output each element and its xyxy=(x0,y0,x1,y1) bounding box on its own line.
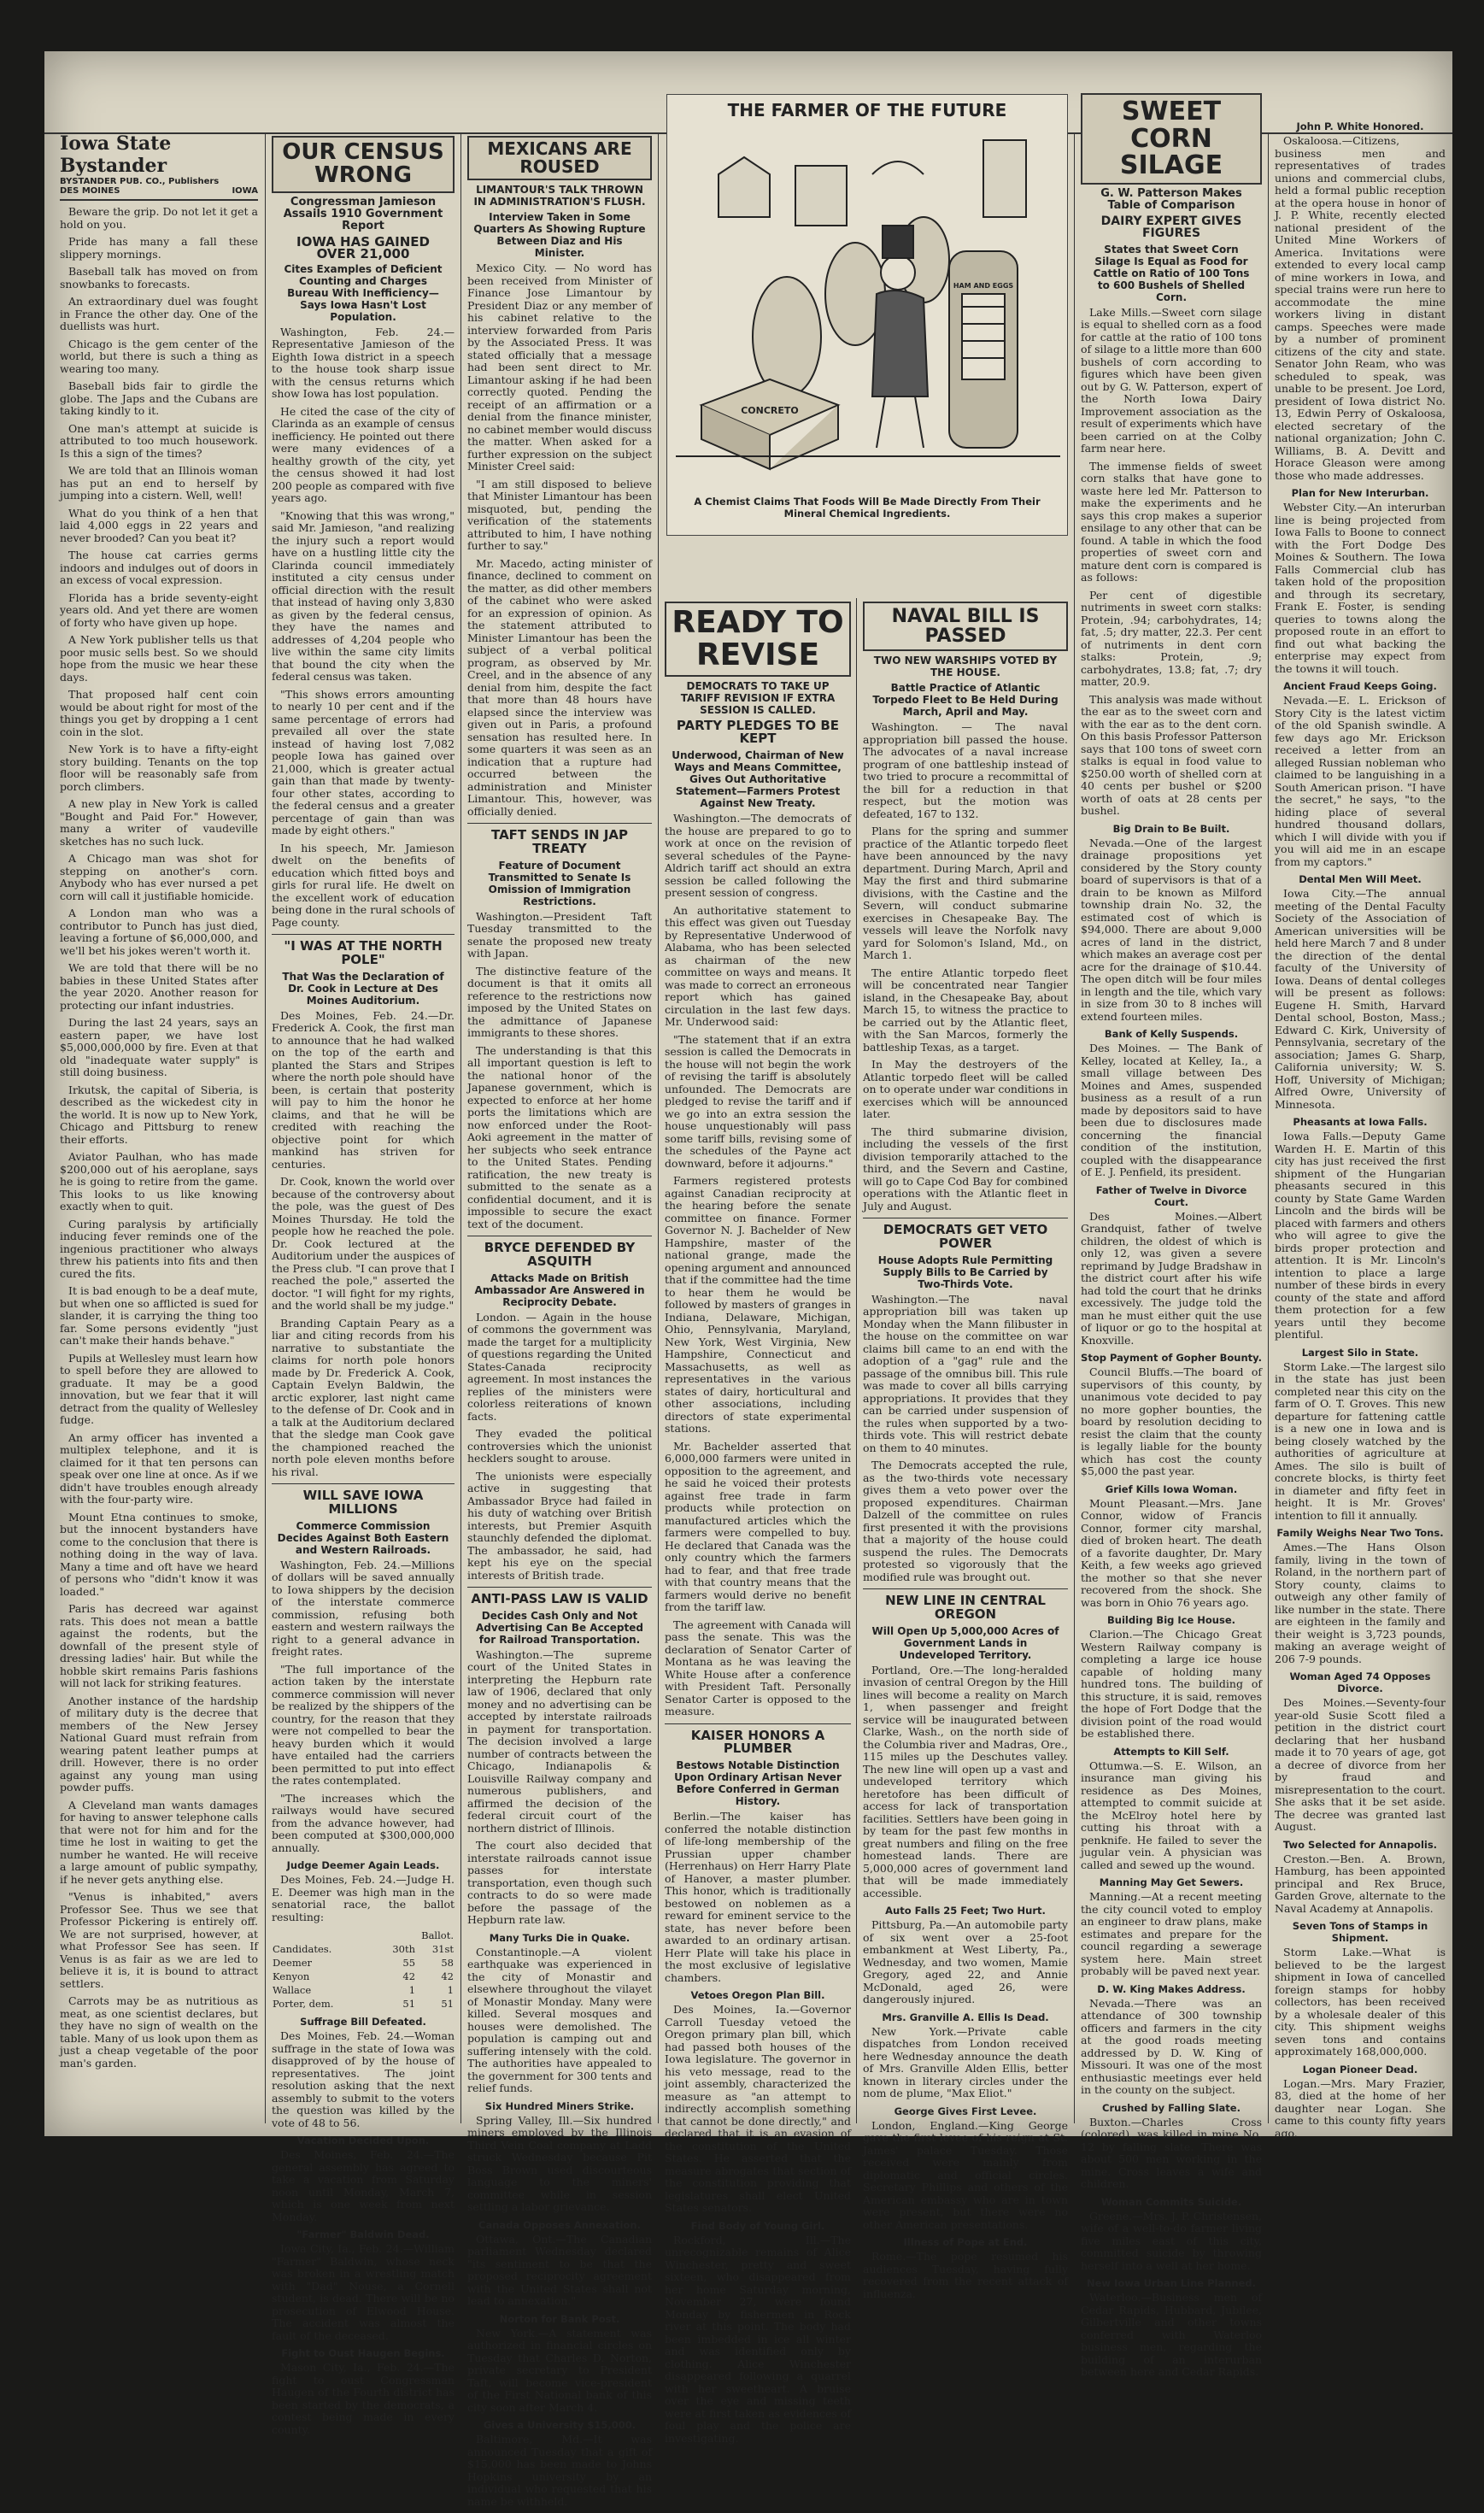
brief-body: Ottumwa.—S. E. Wilson, an insurance man giving his residence as Des Moines, attempted to commit suicide at the McElroy hotel here by cutting his throat with a penknife. He failed to sever the jugular vein. A physician was called and sewed up the wound. xyxy=(1081,1759,1262,1871)
brief-title: Dental Men Will Meet. xyxy=(1299,873,1422,885)
cartoon-illustration xyxy=(667,123,1065,490)
table-cell: Porter, dem. xyxy=(273,1998,334,2011)
col3-briefs xyxy=(467,1932,652,2509)
antipass-deck: Decides Cash Only and Not Advertising Can Be Accepted for Railroad Transportation. xyxy=(476,1609,643,1646)
millions-article xyxy=(272,1559,455,1855)
paragraph: The entire Atlantic torpedo fleet will be concentrated near Tangier island, in the Chesapeake Bay, about March 15, to witness the practice to be carried out by the Atlantic fleet, with the San Marcos, formerly the battleship Texas, as a target. xyxy=(863,966,1068,1054)
place-line xyxy=(60,186,258,196)
paper-name: Iowa State Bystander xyxy=(60,132,172,177)
paragraph: Washington, Feb. 24.—Representative Jamieson of the Eighth Iowa district in a speech to the house took sharp issue with the census returns which show Iowa has lost population. xyxy=(272,325,455,401)
brief-body: Spring Valley, Ill.—Six hundred miners employed by the Illinois Third Vein Coal company at Ladd struck Wednesday because Pit Boss Brown used discourteous language to the miners' committee while in session settling a labor grievance. xyxy=(467,2113,652,2214)
brief-body: Oskaloosa.—Citizens, business men and representatives of trades unions and commercial clubs, held a formal public reception at the opera house in honor of J. P. White, recently elected national president of the United Mine Workers of America. Invitations were extended to every local camp of mine workers in Iowa, and special trains were run here to accommodate the mine workers living in distant camps. Speeches were made by a number of prominent citizens of the city and state. Senator John Ream, who was scheduled to speak, was unable to be present. Joe Lord, president of Iowa district No. 13, Edwin Perry of Oskaloosa, elected secretary of the national organization; John C. Williams, B. A. Devitt and Horace Gleason were among those who made addresses. xyxy=(1275,134,1446,482)
table-cell: 42 xyxy=(402,1970,416,1983)
brief-title: Building Big Ice House. xyxy=(1107,1614,1235,1627)
paragraph: The unionists were especially active in suggesting that Ambassador Bryce had failed in his duty of watching over British interests, but Premier Asquith staunchly defended the diplomat. The ambassador, he said, had kept his eye on the special interests of British trade. xyxy=(467,1469,652,1582)
paragraph: New York is to have a fifty-eight story building. Tenants on the top floor will be reasonably safe from porch climbers. xyxy=(60,743,258,793)
kaiser-headline: KAISER HONORS A PLUMBER xyxy=(690,1727,825,1757)
column-rule xyxy=(460,132,461,2123)
brief-body: Baltimore, Md.—It was announced Tuesday that a gift of $15,000 has been made to Johns Hopkins university by an individual who requested that his name be withheld. xyxy=(467,2433,652,2508)
silage-headline: SWEET CORN SILAGE xyxy=(1081,93,1262,185)
brief-body: Clarion.—The Chicago Great Western Railway company is completing a large ice house capable of holding many hundred tons. The building of this structure, it is said, removes the hope of Fort Dodge that the division point of the road would be established there. xyxy=(1081,1628,1262,1741)
publisher-line xyxy=(60,177,258,186)
brief-body: Des Moines. — The Bank of Kelley, located at Kelley, Ia., a small village between Des Moines and Ames, suspended business as a result of a run made by depositors said to have been due to disclosures made concerning the financial condition of the institution, coupled with the disappearance of E. J. Penfield, its president. xyxy=(1081,1042,1262,1179)
table-row xyxy=(272,1956,455,1970)
brief-body: Storm Lake.—The largest silo in the state has just been completed near this city on the farm of O. T. Groves. This new departure for fattening cattle is a new one in Iowa and is being closely watched by the authorities of agriculture at Ames. The silo is built of concrete blocks, is thirty feet in diameter and fifty feet in height. It is Mr. Groves' intention to fill it annually. xyxy=(1275,1359,1446,1522)
levee-body: London, England.—King George gave the first levee of his reign at St. James' palace Tuesday. Those received were mainly from diplomatic and official circles. Secretary Phillips and others of the American embassy who are in town were present, but there were no other American presentations. xyxy=(863,2118,1068,2231)
judge-body: Des Moines, Feb. 24.—Judge H. E. Deemer was high man in the senatorial race, the ballot resulting: xyxy=(272,1873,455,1923)
table-cell: 51 xyxy=(441,1998,454,2011)
paragraph: The Democrats accepted the rule, as the two-thirds vote necessary gives them a veto power over the proposed expenditures. Chairman Dalzell of the committee on rules first presented it with the provisions that a majority of the house could suspend the rules. The Democrats protested so vigorously that the modified rule was brought out. xyxy=(863,1459,1068,1583)
paragraph: "The increases which the railways would have secured from the advance however, had been computed at $300,000,000 annually. xyxy=(272,1791,455,1854)
pole-deck: That Was the Declaration of Dr. Cook in Lecture at Des Moines Auditorium. xyxy=(282,970,444,1007)
brief-title: Big Drain to Be Built. xyxy=(1112,822,1230,835)
paragraph: Mr. Macedo, acting minister of finance, declined to comment on the matter, as did other members of the cabinet who were asked for an expression of opinion. As the statement attributed to Minister Limantour has been the subject of a verbal political program, as observed by Mr. Creel, and in the absence of any denial from him, despite the fact that more than 48 hours have elapsed since the interview was given out in Paris, a profound sensation has resulted here. In some quarters it was seen as an indication that a rupture had occurred between the administration and Minister Limantour. This, however, was officially denied. xyxy=(467,556,652,818)
table-cell: 1 xyxy=(447,1984,454,1997)
census-deck-2: IOWA HAS GAINED OVER 21,000 xyxy=(296,233,430,261)
col6-briefs xyxy=(1081,823,1262,2379)
auto-body: Pittsburg, Pa.—An automobile party of six went over a 25-foot embankment at West Liberty, Pa., Wednesday, and two women, Mamie Gregory, aged 22, and Annie McDonald, aged 26, were dangerously injured. xyxy=(863,1918,1068,2006)
paragraph: It is bad enough to be a deaf mute, but when one so afflicted is sued for slander, it is carrying the thing too far. Some persons evidently "just can't make their hands behave." xyxy=(60,1284,258,1347)
paragraph: "This shows errors amounting to nearly 10 per cent and if the same percentage of errors had prevailed all over the state instead of having lost 7,082 people Iowa has gained over 21,000, which is greater actual gain than that made by twenty-four other states, according to the federal census and a greater percentage of gain than was made by eight others." xyxy=(272,687,455,837)
brief-body: Creston.—Ben. A. Brown, Hamburg, has been appointed principal and Rex Bruce, Garden Grove, alternate to the Naval Academy at Annapolis. xyxy=(1275,1852,1446,1915)
census-headline: OUR CENSUS WRONG xyxy=(272,136,455,193)
brief-body: Des Moines.—Albert Grandquist, father of twelve children, the oldest of which is only 12, was given a severe reprimand by Judge Bradshaw in the district court after his wife had told the court that he drinks excessively. The judge told the man he must either quit the use of liquor or go to the hospital at Knoxville. xyxy=(1081,1209,1262,1347)
oregon-veto-title: Vetoes Oregon Plan Bill. xyxy=(690,1989,825,2002)
column-rule xyxy=(265,132,266,2123)
brief-body: Iowa Falls.—Deputy Game Warden H. E. Martin of this city has just received the first shipment of the Hungarian pheasants secured in this county by State Game Warden Lincoln and the birds will be placed with farmers and others who will agree to give the birds proper protection and attention. It is Mr. Lincoln's intention to place a large number of these birds in every county of the state and afford them protection for a few years until they become plentiful. xyxy=(1275,1130,1446,1341)
paragraph: Washington, Feb. 24.—Millions of dollars will be saved annually to Iowa shippers by the decision of the interstate commerce commission, refusing both eastern and western railways the right to a general advance in freight rates. xyxy=(272,1558,455,1659)
brief-title: Woman Commits Suicide. xyxy=(1100,2195,1242,2208)
brief-title: "Farmer" Baldwin Dead. xyxy=(296,2228,430,2241)
paragraph: Dr. Cook, known the world over because of the controversy about the pole, was the guest of Des Moines Thursday. He told the people how he reached the pole. Dr. Cook lectured at the Auditorium under the auspices of the Press club. "I can prove that I reached the pole," asserted the doctor. "I will fight for my rights, and the world shall be my judge." xyxy=(272,1175,455,1312)
paragraph: Aviator Paulhan, who has made $200,000 out of his aeroplane, says he is going to retire from the game. This looks to us like knowing exactly when to quit. xyxy=(60,1150,258,1212)
table-cell: Wallace xyxy=(273,1984,312,1997)
girl-body-body: Rockford, Ill.—The unrecognizable remains of Alice Winchester, pretty and sweet sixteen, who disappeared from her home Saturday morning, November 27, were found Monday by fishermen in Rock river at this point. The body had been imbedded in ice all winter and was identified only by clothing. Alice Winchester disappeared following a quarrel with her sweetheart. A bruise over the eye and missing teeth were at first taken as evidences of foul play and the police are investigating. xyxy=(665,2233,851,2445)
paragraph: Beware the grip. Do not let it get a hold on you. xyxy=(60,205,258,231)
ellis-body: New York.—Private cable dispatches from London received here Wednesday announce the death of Mrs. Granville Alden Ellis, better known in literary circles under the nom de plume, "Max Eliot." xyxy=(863,2024,1068,2100)
naval-deck: TWO NEW WARSHIPS VOTED BY THE HOUSE. xyxy=(873,655,1058,679)
revise-headline: READY TO REVISE xyxy=(665,602,851,677)
cartoon-drawing xyxy=(676,140,1060,469)
brief-title: Vacation Decided Upon. xyxy=(296,2134,430,2147)
brief-title: Gives a University $15,000. xyxy=(483,2419,636,2432)
paragraph: Curing paralysis by artificially inducing fever reminds one of the ingenious practitioner who always threw his patients into fits and then cured the fits. xyxy=(60,1217,258,1280)
brief-body: Ottawa, Ont.—The Canadian parliament Wednesday declared "its sentiment to be that the proposed reciprocity agreement with the United States shall not lead to annexation." xyxy=(467,2232,652,2308)
revise-article xyxy=(665,813,851,1718)
paragraph: A New York publisher tells us that poor music sells best. So we should hope from the music we hear these days. xyxy=(60,633,258,684)
brief-title: Suffrage Bill Defeated. xyxy=(300,2016,426,2029)
silage-deck-2: States that Sweet Corn Silage Is Equal as Food for Cattle on Ratio of 100 Tons to 600 Bushels of Shelled Corn. xyxy=(1093,243,1250,303)
oregon-line-deck: Will Open Up 5,000,000 Acres of Government Lands in Undeveloped Territory. xyxy=(871,1624,1059,1661)
paragraph: Per cent of digestible nutriments in sweet corn stalks: Protein, .94; carbohydrates, 14; fat, .5; dry matter, 22.3. Per cent of nutriments in dent corn stalks: Protein, .9; carbohydrates, 13.8; fat, .7; dry matter, 20.9. xyxy=(1081,588,1262,689)
column-4 xyxy=(665,598,851,2450)
brief-title: Bank of Kelly Suspends. xyxy=(1104,1028,1239,1041)
table-header-cell xyxy=(272,1929,376,1942)
brief-title: Six Hundred Miners Strike. xyxy=(484,2099,635,2112)
paragraph: A new play in New York is called "Bought and Paid For." However, many a writer of vaudeville sketches has no such luck. xyxy=(60,797,258,848)
paragraph: "The statement that if an extra session is called the Democrats in the house will not begin the work of revising the tariff is absolutely unfounded. The Democrats are pledged to revise the tariff and if we go into an extra session the house unquestionably will pass some tariff bills, revising some of the schedules of the Payne act downward, before it adjourns." xyxy=(665,1032,851,1170)
paragraph: Plans for the spring and summer practice of the Atlantic torpedo fleet have been announced by the navy department. During March, April and May the first and third submarine divisions, with the Castine and the Severn, will conduct submarine exercises in Chesapeake Bay. The vessels will leave the Norfolk navy yard for Solomon's Island, Md., on March 1. xyxy=(863,825,1068,962)
paragraph: What do you think of a hen that laid 4,000 eggs in 22 years and never brooded? Can you beat it? xyxy=(60,506,258,544)
pope-title: Illness of Pope at End. xyxy=(903,2236,1028,2249)
state: IOWA xyxy=(232,186,258,196)
census-deck: Congressman Jamieson Assails 1910 Government Report xyxy=(283,195,443,232)
column-rule xyxy=(1074,132,1075,2123)
judge-title: Judge Deemer Again Leads. xyxy=(286,1859,440,1872)
brief-body: New York.—A statement was authorized in financial circles on Tuesday that Charles D. Norton, private secretary to President Taft, will become vice-president of the First National bank of this city soon after March 4. xyxy=(467,2326,652,2414)
paragraph: Washington.—The supreme court of the United States in interpreting the Hepburn rate law of 1906, declared that only money and no advertising can be accepted by interstate railroads in payment for transportation. The decision involved a large number of contracts between the Chicago, Indianapolis & Louisville Railway company and numerous publishers, and affirmed the decision of the federal circuit court of the northern district of Illinois. xyxy=(467,1647,652,1835)
table-cell: Kenyon xyxy=(273,1970,310,1983)
paragraph: The court also decided that interstate railroads cannot issue passes for interstate transportation, even though such contracts to do so were made before the passage of the Hepburn rate law. xyxy=(467,1839,652,1927)
cartoon xyxy=(666,94,1068,536)
brief-body: Nevada.—There was an attendance of 300 township officers and farmers in the city at the good roads meeting addressed by D. W. King of Missouri. It was one of the most enthusiastic meetings ever held in the county on the subject. xyxy=(1081,1996,1262,2097)
editorial-paragraphs xyxy=(60,206,258,2070)
paragraph: Des Moines, Feb. 24.—Dr. Frederick A. Cook, the first man to announce that he had walked on the top of the earth and planted the Stars and Stripes where the north pole should have been, is certain that posterity will pay to him the honor he claims, and that he will be credited with reaching the objective point for which mankind has striven for centuries. xyxy=(272,1008,455,1171)
brief-body: Constantinople.—A violent earthquake was experienced in the city of Monastir and elsewhere throughout the vilayet of Monastir Monday. Many were killed. Several mosques and houses were demolished. The population is camping out and suffering intensely with the cold. The authorities have appealed to the government for 300 tents and relief funds. xyxy=(467,1945,652,2095)
paragraph: A London man who was a contributor to Punch has just died, leaving a fortune of $6,000,000, and we'll bet his jokes weren't worth it. xyxy=(60,907,258,957)
auto-title: Auto Falls 25 Feet; Two Hurt. xyxy=(885,1905,1046,1917)
paragraph: Baseball talk has moved on from snowbanks to forecasts. xyxy=(60,265,258,291)
paragraph: Chicago is the gem center of the world, but there is such a thing as wearing too many. xyxy=(60,337,258,375)
brief-title: Family Weighs Near Two Tons. xyxy=(1276,1527,1444,1539)
paragraph: The third submarine division, including the vessels of the first division temporarily attached to the third, and the Severn and Castine, will go to Cape Cod Bay for combined operations with the Atlantic fleet in July and August. xyxy=(863,1124,1068,1212)
paragraph: Lake Mills.—Sweet corn silage is equal to shelled corn as a food for cattle at the ratio of 100 tons of silage to a little more than 600 bushels of corn according to figures which have been given out by G. W. Patterson, expert of the North Iowa Dairy Improvement association as the result of experiments which have been carried on at the Colby farm near here. xyxy=(1081,305,1262,455)
brief-title: John P. White Honored. xyxy=(1296,120,1424,132)
brief-title: Grief Kills Iowa Woman. xyxy=(1105,1483,1238,1495)
paragraph: "The full importance of the action taken by the interstate commerce commission will never be realized by the shippers of the country, for the reason that they were not compelled to bear the heavy burden which it would have entailed had the carriers been permitted to put into effect the rates contemplated. xyxy=(272,1662,455,1788)
brief-title: Manning May Get Sewers. xyxy=(1099,1876,1244,1889)
dem-veto-deck: House Adopts Rule Permitting Supply Bills to Be Carried by Two-Thirds Vote. xyxy=(877,1254,1053,1290)
column-1 xyxy=(60,132,258,2075)
brief-title: Ancient Fraud Keeps Going. xyxy=(1283,680,1437,692)
revise-subhead: PARTY PLEDGES TO BE KEPT xyxy=(676,717,840,747)
antipass-headline: ANTI-PASS LAW IS VALID xyxy=(471,1591,648,1606)
paragraph: One man's attempt at suicide is attributed to too much housework. Is this a sign of the times? xyxy=(60,421,258,460)
paragraph: An army officer has invented a multiplex telephone, and it is claimed for it that ten persons can speak over one line at once. As if we didn't have troubles enough already with the four-party wire. xyxy=(60,1430,258,1506)
paragraph: An extraordinary duel was fought in France the other day. One of the duellists was hurt. xyxy=(60,295,258,332)
paragraph: The agreement with Canada will pass the senate. This was the declaration of Senator Carter of Montana as he was leaving the White House after a conference with President Taft. Personally Senator Carter is opposed to the measure. xyxy=(665,1618,851,1718)
paragraph: In his speech, Mr. Jamieson dwelt on the benefits of education which fitted boys and girls for rural life. He dwelt on the excellent work of education being done in the rural schools of Page county. xyxy=(272,841,455,929)
paragraph: During the last 24 years, says an eastern paper, we have lost $5,000,000,000 by fire. Even at that old "inadequate water supply" is still doing business. xyxy=(60,1016,258,1078)
brief-body: Council Bluffs.—The board of supervisors of this county, by unanimous vote decided to pay no more gopher bounties, the board by resolution deciding to resist the claim that the county is legally liable for the bounty which has cost the county $5,000 the past year. xyxy=(1081,1365,1262,1478)
brief-title: Woman Aged 74 Opposes Divorce. xyxy=(1289,1670,1431,1694)
census-deck-3: Cites Examples of Deficient Counting and Charges Bureau With Inefficiency—Says Iowa Hasn't Lost Population. xyxy=(284,262,443,323)
column-2 xyxy=(272,132,455,2441)
paragraph: Mount Etna continues to smoke, but the innocent bystanders have come to the conclusion that there is nothing doing in the way of lava. Many a time and oft have we heard of persons who "didn't know it was loaded." xyxy=(60,1510,258,1598)
paragraph: He cited the case of the city of Clarinda as an example of census inefficiency. He pointed out there were many evidences of a healthy growth of the city, yet the census showed it had lost 200 people as compared with five years ago. xyxy=(272,404,455,505)
girl-body-title: Find Body of Young Girl. xyxy=(690,2219,825,2232)
paragraph: Paris has decreed war against rats. This does not mean a battle against the rodents, but the downfall of the present style of dressing ladies' hair. But while the hobble skirt remains Paris fashions will not lack for striking features. xyxy=(60,1602,258,1689)
paragraph: Farmers registered protests against Canadian reciprocity at the hearing before the senate committee on finance. Former Governor N. J. Bachelder of New Hampshire, master of the national grange, made the opening argument and announced that if the committee had the time to hear them he would be followed by masters of granges in Indiana, Delaware, Michigan, Ohio, Pennsylvania, Maryland, New York, West Virginia, New Hampshire, Connecticut and Massachusetts, as well as representatives in the various states of dairy, horticultural and other associations, including directors of state experimental stations. xyxy=(665,1174,851,1436)
column-rule xyxy=(1268,132,1269,2123)
col7-briefs xyxy=(1275,120,1446,2140)
brief-body: Iowa City, Ia., Feb. 24.—William "Farmer" Baldwin, whose neck was broken in a wrestling match with "Dad" Nouse, a Cornell student, is dead. There will be no prosecution of Elwood House. The accident was almost the fault of the deceased. xyxy=(272,2242,455,2342)
ellis-title: Mrs. Granville A. Ellis Is Dead. xyxy=(882,2011,1049,2023)
paragraph: An authoritative statement to this effect was given out Tuesday by Representative Underwood of Alabama, who has been selected as chairman of the new committee on ways and means. It was made to correct an erroneous report which has gained circulation in the last few days. Mr. Underwood said: xyxy=(665,903,851,1029)
bryce-deck: Attacks Made on British Ambassador Are Answered in Reciprocity Debate. xyxy=(474,1271,645,1308)
bryce-headline: BRYCE DEFENDED BY ASQUITH xyxy=(484,1240,636,1269)
mexicans-deck-2: Interview Taken in Some Quarters As Showing Rupture Between Diaz and His Minister. xyxy=(473,211,646,259)
brief-body: Manning.—At a recent meeting the city council voted to employ an engineer to draw plans, make estimates and prepare for the council regarding a sewerage system here. Main street probably will be paved next year. xyxy=(1081,1890,1262,1978)
brief-title: Crushed by Falling Slate. xyxy=(1102,2101,1241,2114)
table-row xyxy=(272,1997,455,2011)
table-header-row xyxy=(272,1929,455,1942)
brief-body: Des Moines.—Seventy-four year-old Susie Scott filed a petition in the district court declaring that her husband made it to 70 years of age, got a decree of divorce from her by fraud and misrepresentation to the court. She asks that it be set aside. The decree was granted last August. xyxy=(1275,1696,1446,1833)
col2-briefs xyxy=(272,2016,455,2436)
brief-title: Attempts to Kill Self. xyxy=(1113,1745,1229,1758)
brief-body: Greene.—Mrs. J. P. Christensen, wife of a well-to-do farmer living five miles east of this city, committed suicide by throwing herself into a well at her home. xyxy=(1081,2209,1262,2272)
paragraph: "I am still disposed to believe that Minister Limantour has been misquoted, but, pending the verification of the statements attributed to him, I have nothing further to say." xyxy=(467,477,652,552)
column-3 xyxy=(467,132,652,2513)
antipass-article xyxy=(467,1649,652,1927)
paragraph: We are told that an Illinois woman has put an end to herself by jumping into a cistern. Well, well! xyxy=(60,464,258,502)
brief-title: Pheasants at Iowa Falls. xyxy=(1293,1116,1428,1128)
levee-title: George Gives First Levee. xyxy=(894,2105,1037,2117)
paragraph: Washington.—President Taft Tuesday transmitted to the senate the proposed new treaty with Japan. xyxy=(467,909,652,960)
paragraph: The distinctive feature of the document is that it omits all reference to the restrictions now imposed by the United States on the admittance of Japanese immigrants to these shores. xyxy=(467,964,652,1039)
paragraph: "Knowing that this was wrong," said Mr. Jamieson, "and realizing the injury such a report would have on a hustling little city the Clarinda council immediately instituted a city census under official direction with the result that instead of having only 3,830 as given by the federal census, they have the names and addresses of 4,204 people who live within the same city limits that bound the city when the federal census was taken. xyxy=(272,508,455,684)
kaiser-deck: Bestows Notable Distinction Upon Ordinary Artisan Never Before Conferred in German History. xyxy=(674,1759,842,1808)
brief-body: Webster City.—An interurban line is being projected from Iowa Falls to Boone to connect with the Fort Dodge Des Moines & Southern. The Iowa Falls Commercial club has taken hold of the proposition and through its secretary, Frank E. Foster, is sending queries to towns along the proposed route in an effort to find out what backing the enterprise may expect from the towns it will touch. xyxy=(1275,501,1446,675)
dem-veto-article xyxy=(863,1294,1068,1584)
cartoon-title: THE FARMER OF THE FUTURE xyxy=(727,100,1007,120)
kaiser-body: Berlin.—The kaiser has conferred the notable distinction of life-long membership of the Prussian upper chamber (Herrenhaus) on Herr Harry Plate of Hanover, a master plumber. This honor, which is traditionally bestowed on noblemen as a reward for eminent service to the state, has never before been awarded to an ordinary artisan. Herr Plate will take his place in the most exclusive of legislative chambers. xyxy=(665,1810,851,1984)
tank-label: HAM AND EGGS xyxy=(953,282,1014,290)
paragraph: The immense fields of sweet corn stalks that have gone to waste here led Mr. Patterson to make the experiments and he says this crop makes a superior ensilage to any other that can be found. A table in which the food properties of sweet corn and mature dent corn is compared is as follows: xyxy=(1081,459,1262,584)
column-6 xyxy=(1081,90,1262,2384)
column-rule xyxy=(856,598,857,2123)
taft-headline: TAFT SENDS IN JAP TREATY xyxy=(491,827,628,856)
oregon-veto-body: Des Moines, Ia.—Governor Carroll Tuesday vetoed the Oregon primary plan bill, which had passed both houses of the Iowa legislature. The governor in his veto message, read to the joint assembly, characterized the measure as "an attempt to indirectly accomplish something that cannot be done directly," and declared that it is an evasion of the constitution of the United States. He asserted that the measure abrogates that section of the constitution providing that legislatures shall elect United States senators. xyxy=(665,2003,851,2215)
paragraph: Mexico City. — No word has been received from Minister of Finance Jose Limantour by President Diaz or any member of his cabinet relative to the interview forwarded from Paris by the Associated Press. It was stated officially that a message had been sent direct to Mr. Limantour asking if he had been correctly quoted. Pending the receipt of an affirmation or a denial from the finance minister, no cabinet member would discuss the matter. When asked for a further expression on the subject Minister Creel said: xyxy=(467,261,652,473)
brief-body: Mason City, Ia., Feb. 24.—The fight to oust Congressman Haugen of the Fourth district has been started by the democrats, a contest being made in every county. xyxy=(272,2361,455,2436)
table-cell: 51 xyxy=(402,1998,416,2011)
table-row xyxy=(272,1983,455,1997)
revise-deck: DEMOCRATS TO TAKE UP TARIFF REVISION IF EXTRA SESSION IS CALLED. xyxy=(680,679,836,716)
millions-headline: WILL SAVE IOWA MILLIONS xyxy=(302,1488,424,1517)
paragraph: Irkutsk, the capital of Siberia, is described as the wickedest city in the world. It is now up to New York, Chicago and Pittsburg to renew their efforts. xyxy=(60,1083,258,1146)
paragraph: This analysis was made without the ear as to the sweet corn and with the ear as to the dent corn. On this basis Professor Patterson says that 100 tons of sweet corn stalks is equal in food value to $250.00 worth of shelled corn at 40 cents per bushel or $200 worth of oats at 28 cents per bushel. xyxy=(1081,692,1262,818)
table-cell: Deemer xyxy=(273,1957,313,1970)
column-7 xyxy=(1275,115,1446,2145)
brief-body: Mount Pleasant.—Mrs. Jane Connor, widow of Francis Connor, former city marshal, died of broken heart. The death of a favorite daughter, Dr. Mary Keith, a few weeks ago grieved the mother so that she never recovered from the shock. She was born in Ohio 76 years ago. xyxy=(1081,1496,1262,1609)
mexicans-article xyxy=(467,262,652,818)
census-article xyxy=(272,326,455,930)
paragraph: They evaded the political controversies which the unionist hecklers sought to arouse. xyxy=(467,1427,652,1465)
naval-headline: NAVAL BILL IS PASSED xyxy=(863,602,1068,651)
brief-body: Waterloo.—Business men of Cedar Rapids, Hubbard, Jubilee, Gilbertville and other towns conferred with Waterloo business men, regarding the building of an interurban between here and Cedar Rapids. xyxy=(1081,2291,1262,2379)
nameplate xyxy=(60,132,258,201)
column-rule xyxy=(658,132,659,2123)
publisher: BYSTANDER PUB. CO., Publishers xyxy=(60,177,220,186)
taft-deck: Feature of Document Transmitted to Senate Is Omission of Immigration Restrictions. xyxy=(488,859,631,907)
brief-title: Largest Silo in State. xyxy=(1301,1346,1419,1359)
brief-body: Nevada.—One of the largest drainage propositions yet considered by the Story county board of supervisors is that of a drain to be known as Milford township drain No. 32, the estimated cost of which is $94,000. There are about 9,000 acres of land in the district, which makes an average cost per acre for the drainage of $10.44. The open ditch will be four miles in length and the tile, which vary in size from 30 to 8 inches will extend fourteen miles. xyxy=(1081,836,1262,1023)
table-cell: 55 xyxy=(402,1957,416,1970)
ballot-table xyxy=(272,1929,455,2011)
table-header-cell: Ballot. xyxy=(421,1929,454,1942)
brief-body: Storm Lake.—What is believed to be the largest shipment in Iowa of cancelled foreign stamps for hobby collectors, has been received by a wholesale dealer of this city. This shipment weighs seven tons and contains approximately 168,000,000. xyxy=(1275,1946,1446,2058)
brief-body: Iowa City.—The annual meeting of the Dental Faculty Society of the Association of American universities will be held here March 7 and 8 under the direction of the dental faculty of the University of Iowa. Deans of dental colleges will be present as follows: Eugene H. Smith, Harvard Dental school, Boston, Mass.; Edward C. Kirk, University of Pennsylvania, secretary of the association; James G. Sharp, California university; W. S. Hoff, University of Michigan; Alfred Owre, University of Minnesota. xyxy=(1275,887,1446,1111)
silage-deck: G. W. Patterson Makes Table of Comparison xyxy=(1100,186,1242,212)
mexicans-headline: MEXICANS ARE ROUSED xyxy=(467,136,652,180)
mexicans-deck: LIMANTOUR'S TALK THROWN IN ADMINISTRATION'S FLUSH. xyxy=(473,184,646,208)
silage-subhead: DAIRY EXPERT GIVES FIGURES xyxy=(1100,214,1242,241)
brief-title: D. W. King Makes Address. xyxy=(1097,1982,1246,1995)
oregon-line-headline: NEW LINE IN CENTRAL OREGON xyxy=(885,1593,1046,1622)
table-header-cell: 30th xyxy=(392,1943,416,1956)
brief-body: Des Moines, Feb. 24.—The general assembly has agreed to take a vacation from Saturday noon until Monday, March 7, which is one week from next Monday. xyxy=(272,2148,455,2223)
paragraph: Mr. Bachelder asserted that 6,000,000 farmers were united in opposition to the agreement, and he said he voiced their protests against free trade in farm products while protection on manufactured articles which the farmers were compelled to buy. He declared that Canada was the only country which the farmers had to fear, and that free trade with that country means that the farmers would derive no benefit from the tariff law. xyxy=(665,1439,851,1614)
brief-body: Des Moines, Feb. 24.—Woman suffrage in the state of Iowa was disapproved of by the house of representatives. The joint resolution asking that the next assembly to submit to the voters the question was killed by the vote of 48 to 56. xyxy=(272,2029,455,2129)
paragraph: The house cat carries germs indoors and indulges out of doors in an excess of vocal expression. xyxy=(60,549,258,586)
cartoon-caption: A Chemist Claims That Foods Will Be Made Directly From Their Mineral Chemical Ingredients. xyxy=(694,496,1041,520)
paragraph: Washington.—The naval appropriation bill was taken up Monday when the Mann filibuster in the house on the committee on war claims bill came to an end with the adoption of a "gag" rule and the passage of the omnibus bill. This rule was made to cover all bills carrying appropriations. It provides that they can be carried under suspension of the rules when supported by a two-thirds vote. This will restrict debate on them to 40 minutes. xyxy=(863,1292,1068,1454)
paragraph: Pupils at Wellesley must learn how to spell before they are allowed to graduate. It may be a good innovation, but we fear that it will detract from the quality of Wellesley fudge. xyxy=(60,1351,258,1426)
paragraph: Washington. — The naval appropriation bill passed the house. The advocates of a naval increase program of one battleship instead of two tried to procure a recommittal of the bill for a reduction in that respect, but the motion was defeated, 167 to 132. xyxy=(863,720,1068,820)
table-header-cell: Candidates. xyxy=(273,1943,332,1956)
paragraph: Baseball bids fair to girdle the globe. The Japs and the Cubans are taking kindly to it. xyxy=(60,379,258,417)
millions-deck: Commerce Commission Decides Against Both Eastern and Western Railroads. xyxy=(277,1519,449,1556)
paragraph: That proposed half cent coin would be about right for most of the things you get by dropping a 1 cent coin in the slot. xyxy=(60,688,258,738)
brief-body: Buxton.—Charles Cross (colored), was killed in mine No. 12 by falling slate. There was about 500 men working in the mine. Cross leaves a wife and children. xyxy=(1081,2115,1262,2191)
paragraph: Another instance of the hardship of military duty is the decree that members of the New Jersey National Guard must refrain from wearing patent leather pumps at drill. However, there is no order against any young man using powder puffs. xyxy=(60,1694,258,1794)
paragraph: A Cleveland man wants damages for having to answer telephone calls that were not for him and for the time he lost in waiting to get the number he wanted. He will receive a large amount of public sympathy, if he never gets anything else. xyxy=(60,1798,258,1886)
brief-title: Seven Tons of Stamps in Shipment. xyxy=(1292,1920,1428,1944)
column-5 xyxy=(863,598,1068,2305)
paragraph: "Venus is inhabited," avers Professor See. Thus we see that Professor Pickering is entirely off. We are not surprised, however, at what Professor See has seen. If Venus is as fair as we are led to believe it is, it is bound to attract settlers. xyxy=(60,1890,258,1990)
silage-article xyxy=(1081,307,1262,818)
revise-deck-2: Underwood, Chairman of New Ways and Means Committee, Gives Out Authoritative Statement—Farmers Protest Against New Treaty. xyxy=(672,749,844,810)
taft-article xyxy=(467,911,652,1231)
brief-title: Norton for Bank Post. xyxy=(499,2312,620,2325)
brief-title: Canada Opposes Annexation. xyxy=(478,2218,641,2231)
paragraph: Florida has a bride seventy-eight years old. And yet there are women of forty who have given up hope. xyxy=(60,590,258,629)
brief-title: Fight to Oust Haugen Begins. xyxy=(281,2347,445,2360)
table-row xyxy=(272,1970,455,1983)
paragraph: The understanding is that this all important question is left to the national honor of the Japanese government, which is expected to enforce at her home ports the limitations which are now enforced under the Root-Aoki agreement in the matter of her subjects who seek entrance to the United States. Pending ratification, the new treaty is submitted to the senate as a confidential document, and it is impossible to secure the exact text of the document. xyxy=(467,1043,652,1230)
brief-title: Logan Pioneer Dead. xyxy=(1302,2063,1418,2076)
paragraph: London. — Again in the house of commons the government was made the target for a multiplicity of questions regarding the United States-Canada reciprocity agreement. In most instances the replies of the ministers were colorless reiterations of known facts. xyxy=(467,1310,652,1423)
table-cell: 1 xyxy=(408,1984,416,1997)
paragraph: In May the destroyers of the Atlantic torpedo fleet will be called on to operate under war conditions in exercises which will be announced later. xyxy=(863,1058,1068,1121)
brief-body: Logan.—Mrs. Mary Frazier, 83, died at the home of her daughter near Logan. She came to this county fifty years ago. xyxy=(1275,2076,1446,2140)
table-cell: 58 xyxy=(441,1957,454,1970)
place: DES MOINES xyxy=(60,186,120,196)
pole-headline: "I WAS AT THE NORTH POLE" xyxy=(284,938,443,967)
oregon-line-body: Portland, Ore.—The long-heralded invasion of central Oregon by the Hill lines will become a reality on March 1, when passenger and freight service will be inaugurated between Clarke, Wash., on the north side of the Columbia river and Madras, Ore., 115 miles up the Deschutes valley. The new line will open up a vast and undeveloped territory which heretofore has been difficult of access for lack of transportation facilities. Settlers have been going in by team for the past few months in great numbers and filing on the free homestead lands. There are 5,000,000 acres of government land that will be made immediately accessible. xyxy=(863,1663,1068,1899)
newspaper-page xyxy=(44,51,1452,2508)
brief-body: Ames.—The Hans Olson family, living in the town of Roland, in the northern part of Story county, claims to outweigh any other family of like number in the state. There are eighteen in the family and their weight is 3,723 pounds, making an average weight of 206 7-9 pounds. xyxy=(1275,1541,1446,1665)
table-header-row xyxy=(272,1942,455,1956)
brief-body: Nevada.—E. L. Erickson of Story City is the latest victim of the old Spanish swindle. A few days ago Mr. Erickson received a letter from an alleged Russian nobleman who claimed to be languishing in a South American prison. "I have the secret," he says, "to the hiding place of several hundred thousand dollars, which I will divide with you if you will aid me in an escape from my captors." xyxy=(1275,694,1446,868)
paragraph: Washington.—The democrats of the house are prepared to go to work at once on the revision of several schedules of the Payne-Aldrich tariff act should an extra session be called following the present session of congress. xyxy=(665,812,851,900)
brief-title: Two Selected for Annapolis. xyxy=(1282,1838,1438,1851)
naval-deck-2: Battle Practice of Atlantic Torpedo Fleet to Be Held During March, April and May. xyxy=(872,682,1059,719)
table-cell: 42 xyxy=(441,1970,454,1983)
brief-title: Father of Twelve in Divorce Court. xyxy=(1095,1183,1247,1208)
paragraph: Carrots may be as nutritious as meat, as one scientist declares, but they have no sign of wealth on the table. Many of us look upon them as just a cheap vegetable of the poor man's garden. xyxy=(60,1994,258,2070)
naval-article xyxy=(863,721,1068,1212)
paragraph: A Chicago man was shot for stepping on another's corn. Anybody who has ever nursed a pet corn will call it justifiable homicide. xyxy=(60,852,258,902)
brief-title: Plan for New Interurban. xyxy=(1291,487,1429,499)
brief-title: New Iowa Urban Line Planned. xyxy=(1087,2277,1256,2290)
paragraph: Branding Captain Peary as a liar and citing records from his narrative to substantiate the claims for north pole honors made by Dr. Frederick A. Cook, Captain Evelyn Baldwin, the arctic explorer, last night came to the defense of Dr. Cook and in a talk at the Auditorium declared that the sledge man Cook gave the championed reached the north pole eleven months before his rival. xyxy=(272,1316,455,1478)
paragraph: Pride has many a fall these slippery mornings. xyxy=(60,235,258,261)
brief-title: Many Turks Die in Quake. xyxy=(489,1931,631,1944)
crate-label: CONCRETO xyxy=(741,405,799,416)
brief-title: Stop Payment of Gopher Bounty. xyxy=(1081,1352,1262,1365)
pole-article xyxy=(272,1010,455,1479)
dem-veto-headline: DEMOCRATS GET VETO POWER xyxy=(883,1222,1048,1251)
bryce-article xyxy=(467,1312,652,1582)
table-header-cell: 31st xyxy=(431,1943,454,1956)
pope-body: Rome.—The pope resumed his audiences Tuesday, having fully recovered from the recent attack of influenza. xyxy=(863,2250,1068,2300)
paragraph: We are told that there will be no babies in these United States after the year 2020. Another reason for protecting our infant industries. xyxy=(60,961,258,1012)
